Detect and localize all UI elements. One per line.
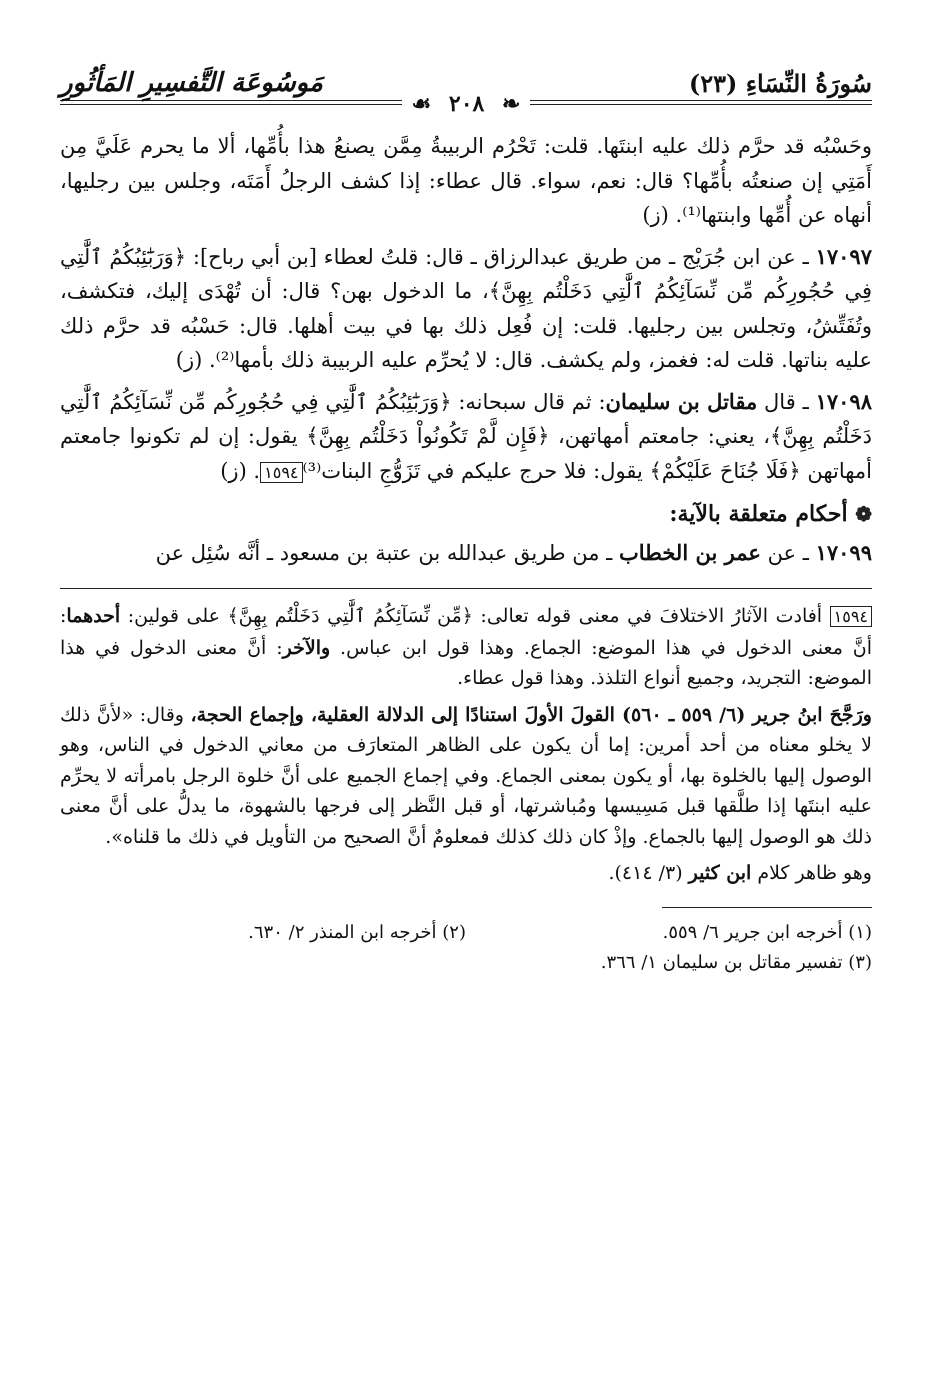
page [60,58,872,978]
page-number-value: ٢٠٨ [439,91,494,117]
footnote-3: (٣) تفسير مقاتل بن سليمان ١/ ٣٦٦. [600,951,872,973]
note-number-box: ١٥٩٤ [830,606,872,627]
series-title: مَوسُوعَة التَّفسِيرِ المَأثُورِ [60,68,323,98]
note-tarjih: ورَجَّحَ ابنُ جرير (٦/ ٥٥٩ ـ ٥٦٠) القولَ الأولَ استنادًا إلى الدلالة العقلية، وإجماع الحجة، وقال: «لأنَّ ذلك لا يخلو معناه من أحد أمرين: إما أن يكون على الظاهر المتعارَف من معاني الدخول في الناس، وهو الوصول إليها بالخلوة بها، أو يكون بمعنى الجماع. وفي إجماع الجميع على أنَّ خلوة الرجل بامرأته لا يحرِّم عليه ابنتَها إذا طلَّقها قبل مَسِيسها ومُباشرتها، أو قبل النَّظر إلى فرجها بالشهوة، ما يدلُّ على أنَّ معنى ذلك هو الوصول إليها بالجماع. وإذْ كان ذلك كذلك فمعلومٌ أنَّ الصحيح من التأويل في ذلك ما قلناه». [60,703,872,848]
narrator-name: مقاتل بن سليمان [605,388,758,414]
note-ref-box: ١٥٩٤ [260,462,302,483]
page-number: ❧ ٢٠٨ ☙ [60,91,872,117]
notes-separator [60,588,872,589]
footnote-2: (٢) أخرجه ابن المنذر ٢/ ٦٣٠. [248,921,466,943]
paragraph-17099: ١٧٠٩٩ ـ عن عمر بن الخطاب ـ من طريق عبدالله بن عتبة بن مسعود ـ أنَّه سُئِل عن [155,539,872,565]
commentary-notes [60,601,872,889]
paragraph-17097: ١٧٠٩٧ ـ عن ابن جُرَيْج ـ من طريق عبدالرزاق ـ قال: قلتُ لعطاء [بن أبي رباح]: ﴿وَرَبَٰٓئِبُكُمُ ٱلَّٰتِي فِي حُجُورِكُم مِّن نِّسَآئِكُمُ ٱلَّٰتِي دَخَلْتُم بِهِنَّ﴾، ما الدخول بهن؟ قال: أن تُهْدَى إليك، فتكشف، وتُفَتِّشُ، وتجلس بين رجليها. قلت: إن فُعِل ذلك بها في بيت أهلها. قال: حَسْبُه قد حرَّم ذلك عليه بناتها. قلت له: فغمز، ولم يكشف. قال: لا يُحرِّم عليه الربيبة ذلك بأمها⁽²⁾. (ز) [60,243,872,372]
section-heading: ❁ أحكام متعلقة بالآية: [669,501,872,527]
paragraph-1: وحَسْبُه قد حرَّم ذلك عليه ابنتَها. قلت: تَحْرُم الربيبةُ مِمَّن يصنعُ هذا بأُمِّها، ألا ما يحرم عَلَيَّ مِن أَمَتِي إن صنعتُه بأُمِّها؟ قال: نعم، سواء. قال عطاء: إذا كشف الرجلُ أَمَتَه، وجلس بين رجليها، أنهاه عن أُمِّها وابنتها⁽¹⁾. (ز) [60,134,872,227]
note-1594: ١٥٩٤ أفادت الآثارُ الاختلافَ في معنى قوله تعالى: ﴿مِّن نِّسَآئِكُمُ ٱلَّٰتِي دَخَلْتُم بِهِنَّ﴾ على قولين: أحدهما: أنَّ معنى الدخول في هذا الموضع: الجماع. وهذا قول ابن عباس. والآخر: أنَّ معنى الدخول في هذا الموضع: التجريد، وجميع أنواع التلذذ. وهذا قول عطاء. [60,605,873,689]
note-ibn-kathir: وهو ظاهر كلام ابن كثير (٣/ ٤١٤). [608,862,872,884]
flower-icon: ❁ [855,502,872,526]
athar-number: ١٧٠٩٩ [815,539,872,565]
main-text [60,129,872,570]
narrator-name: عمر بن الخطاب [618,539,761,565]
athar-number: ١٧٠٩٨ [815,388,872,414]
athar-number: ١٧٠٩٧ [815,243,872,269]
sura-title: سُورَةُ النِّسَاءِ (٢٣) [688,69,872,98]
footnote-1: (١) أخرجه ابن جرير ٦/ ٥٥٩. [662,921,872,943]
footnote-separator [662,907,872,908]
paragraph-17098: ١٧٠٩٨ ـ قال مقاتل بن سليمان: ثم قال سبحانه: ﴿وَرَبَٰٓئِبُكُمُ ٱلَّٰتِي فِي حُجُورِكُم مِّن نِّسَآئِكُمُ ٱلَّٰتِي دَخَلْتُم بِهِنَّ﴾، يعني: جامعتم أمهاتهن، ﴿فَإِن لَّمْ تَكُونُواْ دَخَلْتُم بِهِنَّ﴾ يقول: إن لم تكونوا جامعتم أمهاتهن ﴿فَلَا جُنَاحَ عَلَيْكُمْ﴾ يقول: فلا حرج عليكم في تَزَوُّجِ البنات⁽³⁾١٥٩٤. (ز) [60,388,872,483]
footnote-row [60,948,872,978]
footnote-row [60,918,872,948]
